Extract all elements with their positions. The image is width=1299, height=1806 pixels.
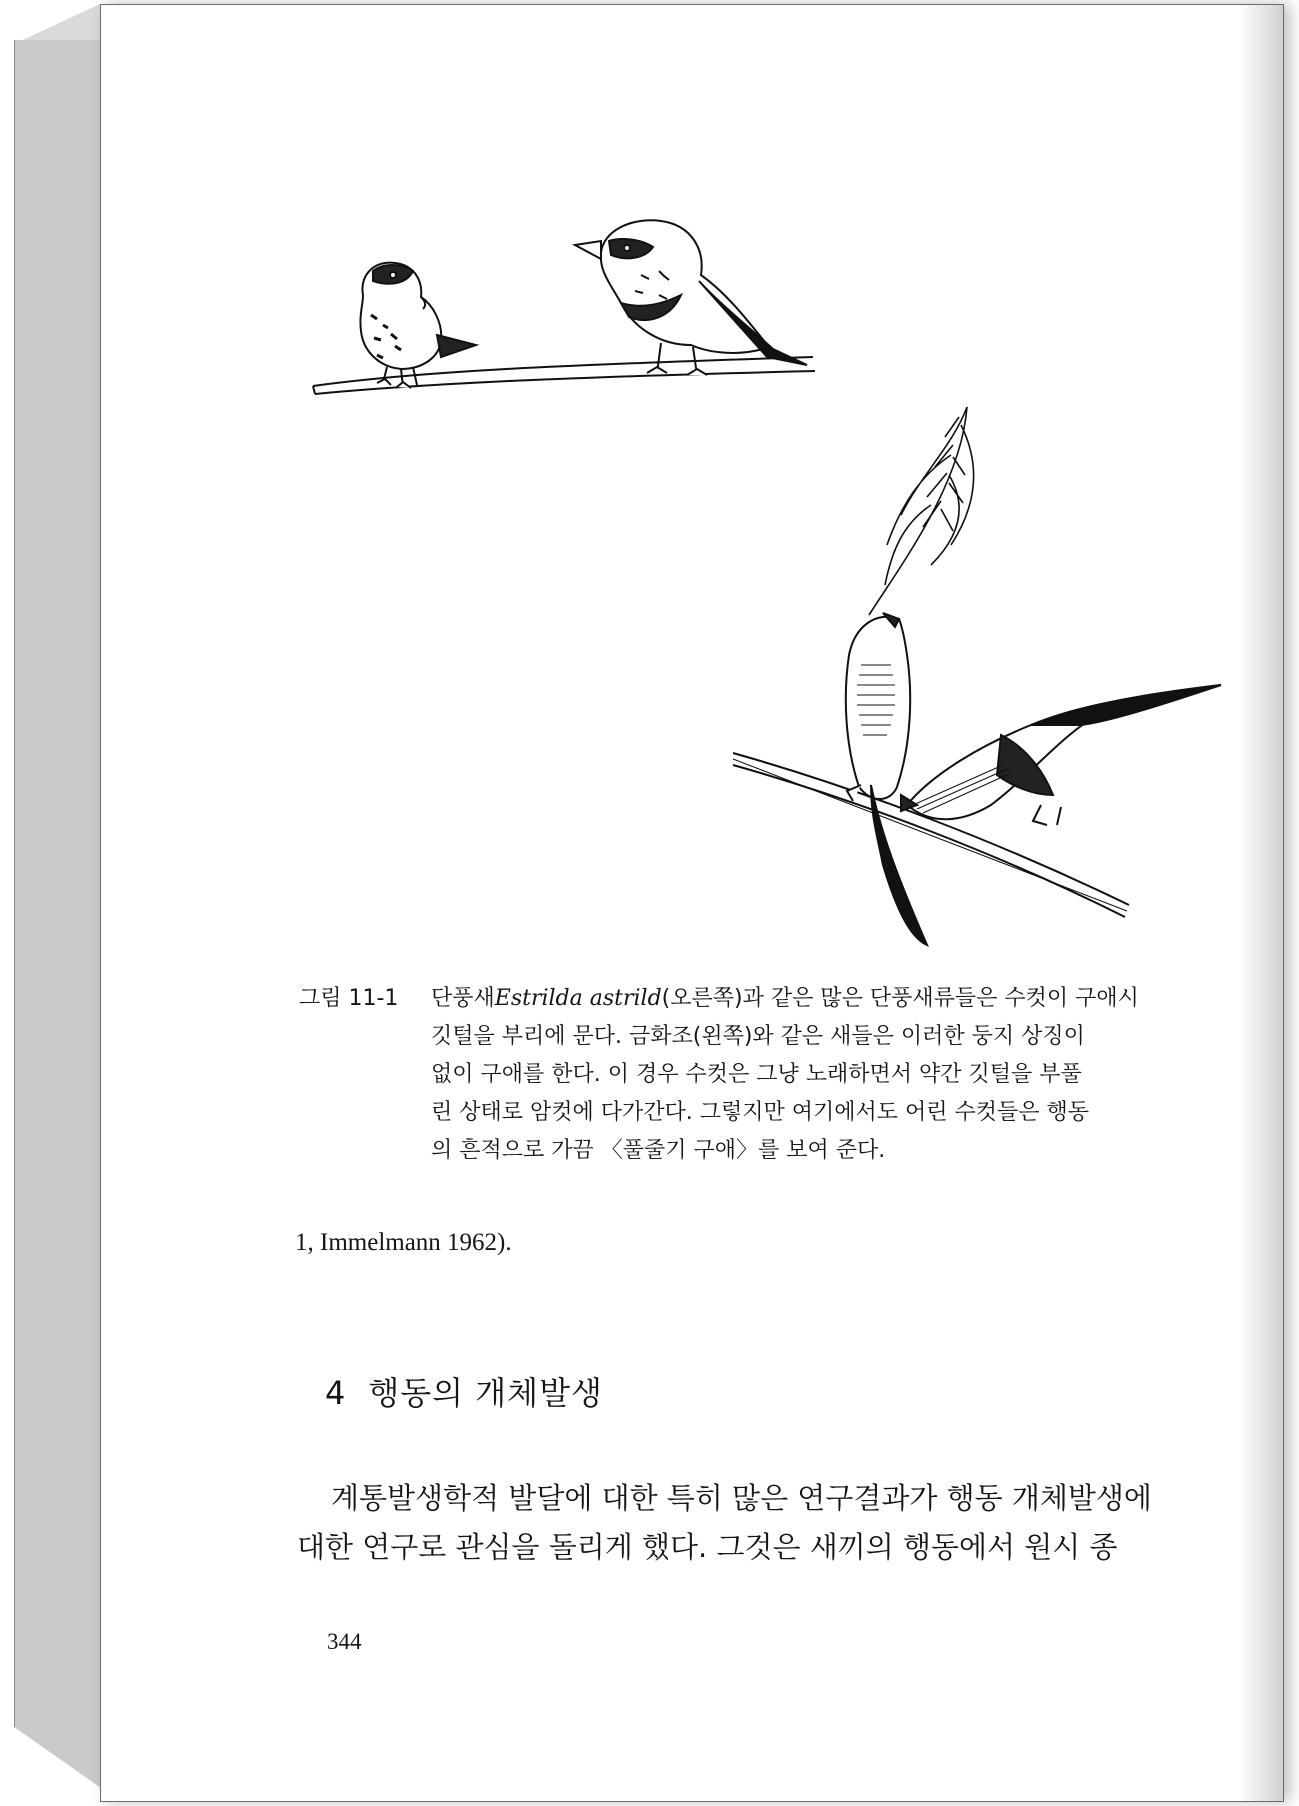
caption-line-5: 의 흔적으로 가끔 〈풀줄기 구애〉를 보여 준다. <box>431 1138 886 1163</box>
feather-drawing <box>869 407 974 615</box>
caption-line-4: 린 상태로 암컷에 다가간다. 그렇지만 여기에서도 어린 수컷들은 행동 <box>431 1100 1089 1125</box>
paragraph-line-2: 대한 연구로 관심을 돌리게 했다. 그것은 새끼의 행동에서 원시 종 <box>297 1530 1118 1564</box>
caption-line-2: 깃털을 부리에 문다. 금화조(왼쪽)와 같은 새들은 이러한 둥지 상징이 <box>431 1024 1085 1049</box>
finch-right-drawing <box>575 220 807 375</box>
caption-text <box>431 980 1186 1170</box>
book-spine <box>14 40 101 1788</box>
paragraph-line-1: 계통발생학적 발달에 대한 특히 많은 연구결과가 행동 개체발생에 <box>331 1481 1152 1515</box>
section-heading <box>325 1368 603 1414</box>
body-paragraph <box>297 1474 1295 1572</box>
caption-line-1: (오른쪽)과 같은 많은 단풍새류들은 수컷이 구애시 <box>661 986 1139 1011</box>
birds-drawing <box>101 5 1283 965</box>
caption-species: Estrilda astrild <box>494 986 662 1011</box>
reference-line: 1, Immelmann 1962). <box>295 1229 512 1256</box>
caption-prefix: 단풍새 <box>431 986 495 1011</box>
figure-illustration <box>101 5 1283 965</box>
caption-line-3: 없이 구애를 한다. 이 경우 수컷은 그냥 노래하면서 약간 깃털을 부풀 <box>431 1062 1082 1087</box>
section-title: 행동의 개체발생 <box>368 1374 603 1412</box>
waxbill-drawing <box>846 613 1221 945</box>
section-number: 4 <box>325 1374 347 1412</box>
zebra-finch-drawing <box>360 263 476 388</box>
figure-label: 그림 11-1 <box>299 986 399 1011</box>
book-page <box>100 4 1284 1802</box>
book-spine-top <box>14 4 100 44</box>
lower-branch <box>733 753 1129 917</box>
page-number: 344 <box>327 1629 362 1654</box>
